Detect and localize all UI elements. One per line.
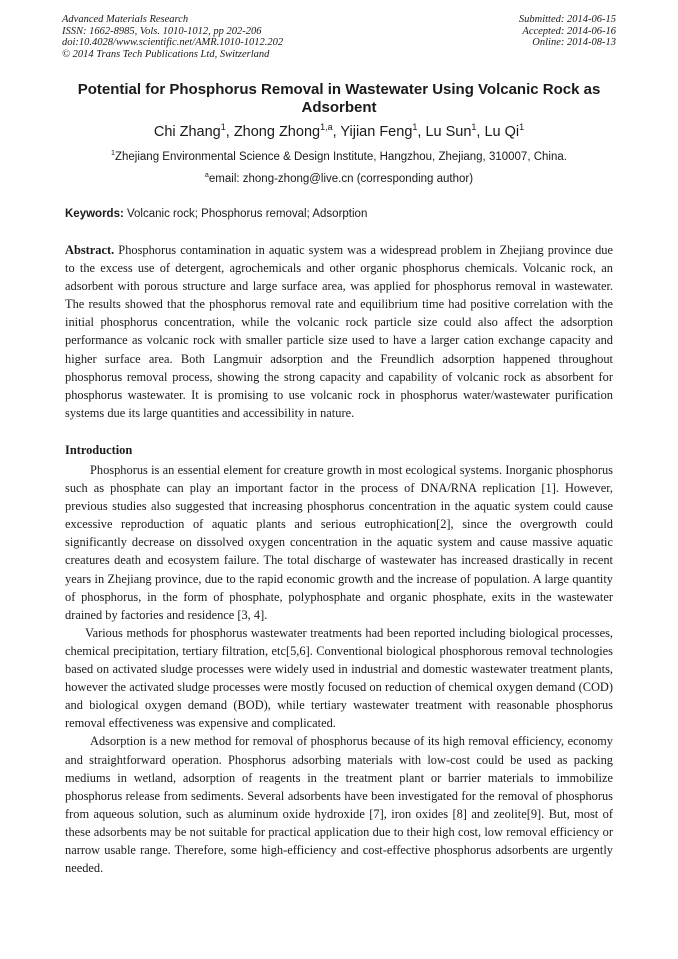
affiliation-sup: 1 bbox=[111, 149, 115, 158]
abstract-text: Phosphorus contamination in aquatic system was a widespread problem in Zhejiang province due to the excess use of detergent, agrochemicals and other organic phosphorus chemicals. Volcanic rock, an adsorbent with porous structure and large surface area, was applied for phosphorus removal in wastewater. The results showed that the phosphorus removal rate and equilibrium time had positive correlation with the initial phosphorus concentration, while the volcanic rock particle size could also affect the adsorption performance as volcanic rock with smaller particle size used to have a larger cation exchange capacity and higher surface area. Both Langmuir adsorption and the Freundlich adsorption happened throughout phosphorus removal process, showing the strong capacity and capability of volcanic rock as absorbent for phosphorus wastewater. It is promising to use volcanic rock in phosphorus water/wastewater purification systems due its large quantities and accessibility in nature. bbox=[65, 243, 613, 420]
paper-title: Potential for Phosphorus Removal in Wastewater Using Volcanic Rock as Adsorbent bbox=[77, 81, 601, 116]
journal-name: Advanced Materials Research bbox=[62, 14, 189, 25]
author-name: Chi Zhang bbox=[153, 124, 221, 140]
author-separator: , bbox=[332, 124, 341, 140]
journal-header-right bbox=[519, 14, 616, 49]
corresponding-email bbox=[60, 172, 618, 186]
author-sup: 1 bbox=[519, 122, 525, 133]
email-text: email: zhong-zhong@live.cn (corresponding author) bbox=[208, 173, 474, 185]
intro-paragraph: Various methods for phosphorus wastewater treatments had been reported including biological processes, chemical precipitation, tertiary filtration, etc[5,6]. Conventional biological phosphorous removal technologies based on activated sludge processes were widely used in industrial and domestic wastewater treatment plants, however the activated sludge processes were mostly focused on reduction of chemical oxygen demand (COD) and biological oxygen demand (BOD), while tertiary wastewater treatment with reasonable phosphorus removal effectiveness was expensive and complicated. bbox=[65, 625, 613, 731]
author-name: Lu Qi bbox=[484, 124, 520, 140]
author-sup: 1 bbox=[471, 122, 477, 133]
email-sup: a bbox=[204, 171, 209, 180]
intro-paragraph: Phosphorus is an essential element for creature growth in most ecological systems. Inorganic phosphorus such as phosphate can play an important factor in the process of DNA/RNA replication [1]. However, previous studies also suggested that increasing phosphorus concentration in the aquatic system could cause excessive reproduction of aquatic plants and serious eutrophication[2], since the overgrowth could significantly decrease on dissolved oxygen concentration in the aquatic system and cause massive aquatic creatures death and ecosystem failure. The total discharge of wastewater has increased drastically in recent years in Zhejiang province, due to the rapid economic growth and the increase of population. A large quantity of phosphorus, in the form of phosphate, polyphosphate and organic phosphate, exits in the wastewater drained by factories and residence [3, 4]. bbox=[65, 463, 613, 622]
introduction-body bbox=[65, 461, 613, 877]
author-separator: , bbox=[476, 124, 485, 140]
journal-header-left bbox=[62, 14, 283, 60]
author-separator: , bbox=[417, 124, 426, 140]
author-name: Zhong Zhong bbox=[233, 124, 321, 140]
online-date: Online: 2014-08-13 bbox=[532, 37, 616, 48]
author-list bbox=[60, 123, 618, 141]
submitted-date: Submitted: 2014-06-15 bbox=[518, 14, 616, 25]
keywords-label: Keywords: bbox=[65, 208, 124, 220]
author-sup: 1 bbox=[412, 122, 418, 133]
author-name: Yijian Feng bbox=[340, 124, 413, 140]
abstract bbox=[65, 241, 613, 422]
introduction-heading: Introduction bbox=[65, 443, 133, 457]
doi-line: doi:10.4028/www.scientific.net/AMR.1010-1012.202 bbox=[62, 37, 284, 48]
author-sup: 1 bbox=[220, 122, 226, 133]
intro-paragraph: Adsorption is a new method for removal of phosphorus because of its high removal efficiency, economy and straightforward operation. Phosphorus adsorbing materials with low-cost could be used as packing mediums in wetland, adsorption of reagents in the treatment plant or barrier materials to immobilize phosphorus release from sediments. Several adsorbents have been investigated for the removal of phosphorus from aqueous solution, such as aluminum oxide hydroxide [7], iron oxides [8] and zeolite[9]. But, most of these adsorbents may be not suitable for practical application due to their high cost, low removal efficiency or narrow usable range. Therefore, some high-efficiency and cost-effective phosphorus adsorbents are urgently needed. bbox=[65, 734, 613, 876]
copyright-line: © 2014 Trans Tech Publications Ltd, Switzerland bbox=[62, 48, 270, 60]
keywords-text: Volcanic rock; Phosphorus removal; Adsorption bbox=[127, 208, 368, 220]
accepted-date: Accepted: 2014-06-16 bbox=[522, 25, 616, 37]
author-sup: 1,a bbox=[320, 122, 333, 133]
affiliation-text: Zhejiang Environmental Science & Design Institute, Hangzhou, Zhejiang, 310007, China. bbox=[114, 151, 567, 163]
issn-line: ISSN: 1662-8985, Vols. 1010-1012, pp 202-206 bbox=[62, 25, 262, 37]
abstract-label: Abstract. bbox=[65, 243, 115, 257]
author-separator: , bbox=[225, 124, 234, 140]
keywords bbox=[65, 207, 615, 222]
affiliation bbox=[60, 150, 618, 164]
author-name: Lu Sun bbox=[425, 124, 472, 140]
